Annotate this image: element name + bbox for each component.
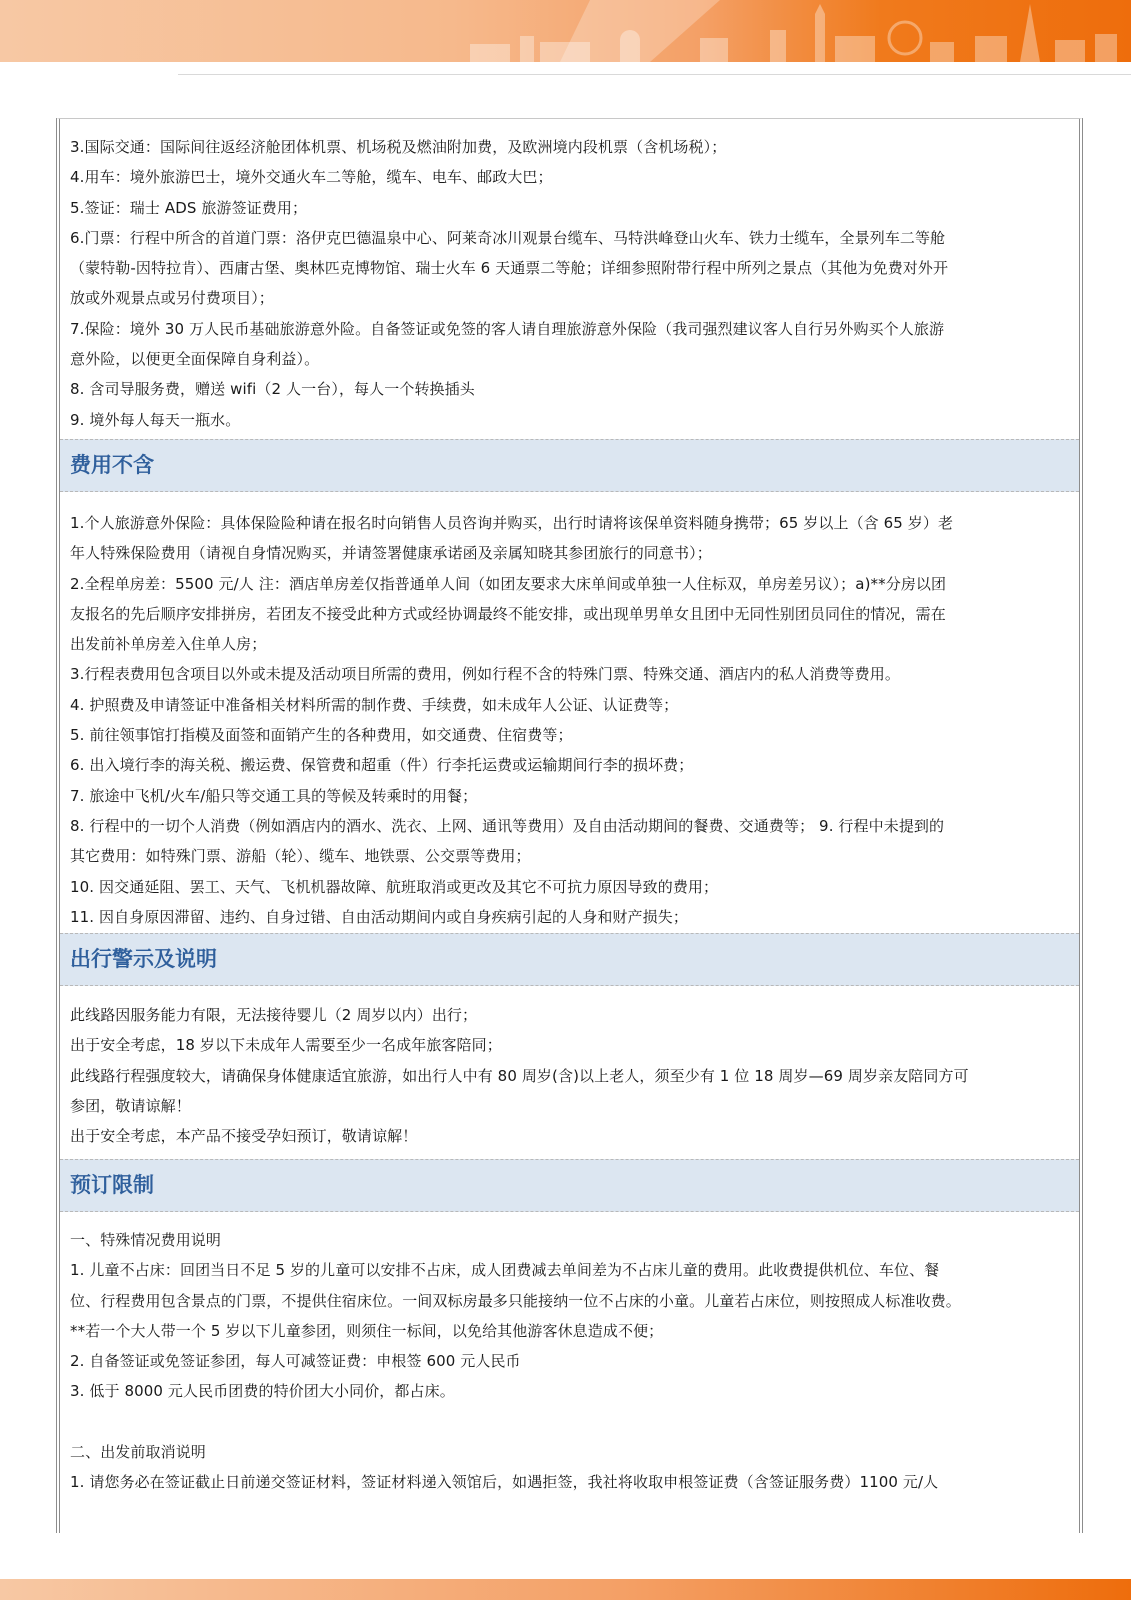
list-item: 位、行程费用包含景点的门票，不提供住宿床位。一间双标房最多只能接纳一位不占床的小童。儿童若占床位，则按照成人标准收费。 bbox=[70, 1291, 961, 1310]
list-item: 8. 行程中的一切个人消费（例如酒店内的酒水、洗衣、上网、通讯等费用）及自由活动期间的餐费、交通费等； 9. 行程中未提到的 bbox=[70, 816, 945, 835]
list-item: 6.门票：行程中所含的首道门票：洛伊克巴德温泉中心、阿莱奇冰川观景台缆车、马特洪峰登山火车、铁力士缆车，全景列车二等舱 bbox=[70, 228, 946, 247]
list-item: 2. 自备签证或免签证参团，每人可减签证费：申根签 600 元人民币 bbox=[70, 1352, 521, 1371]
section-title: 费用不含 bbox=[70, 453, 154, 477]
section-header-excluded bbox=[60, 439, 1079, 492]
header-banner bbox=[0, 0, 1131, 62]
list-item: 此线路行程强度较大，请确保身体健康适宜旅游，如出行人中有 80 周岁(含)以上老人，须至少有 1 位 18 周岁—69 周岁亲友陪同方可 bbox=[70, 1066, 969, 1085]
list-item: 5. 前往领事馆打指模及面签和面销产生的各种费用，如交通费、住宿费等； bbox=[70, 726, 573, 745]
header-divider bbox=[178, 74, 1131, 75]
list-item: 9. 境外每人每天一瓶水。 bbox=[70, 410, 241, 429]
list-item: 3.行程表费用包含项目以外或未提及活动项目所需的费用，例如行程不含的特殊门票、特殊交通、酒店内的私人消费等费用。 bbox=[70, 665, 900, 684]
included-tail-list bbox=[70, 132, 1070, 435]
list-item: 4. 护照费及申请签证中准备相关材料所需的制作费、手续费，如未成年人公证、认证费等； bbox=[70, 695, 679, 714]
list-item: 1.个人旅游意外保险：具体保险险种请在报名时向销售人员咨询并购买，出行时请将该保单资料随身携带；65 岁以上（含 65 岁）老 bbox=[70, 514, 954, 532]
list-item: 友报名的先后顺序安排拼房，若团友不接受此种方式或经协调最终不能安排，或出现单男单女且团中无同性别团员同住的情况，需在 bbox=[70, 604, 946, 623]
list-item: 出于安全考虑，18 岁以下未成年人需要至少一名成年旅客陪同； bbox=[70, 1036, 502, 1055]
list-item: 8. 含司导服务费，赠送 wifi（2 人一台），每人一个转换插头 bbox=[70, 380, 475, 399]
list-item: 放或外观景点或另付费项目）； bbox=[70, 289, 274, 308]
list-item: 4.用车：境外旅游巴士，境外交通火车二等舱，缆车、电车、邮政大巴； bbox=[70, 168, 553, 187]
list-item: 出发前补单房差入住单人房； bbox=[70, 635, 267, 654]
list-item bbox=[70, 1407, 1070, 1437]
list-item: 5.签证：瑞士 ADS 旅游签证费用； bbox=[70, 198, 308, 217]
list-item: 意外险，以便更全面保障自身利益）。 bbox=[70, 350, 320, 369]
list-item: 3. 低于 8000 元人民币团费的特价团大小同价，都占床。 bbox=[70, 1382, 455, 1401]
list-item: （蒙特勒-因特拉肯）、西庸古堡、奥林匹克博物馆、瑞士火车 6 天通票二等舱；详细参照附带行程中所列之景点（其他为免费对外开 bbox=[70, 259, 949, 278]
section-header-booking bbox=[60, 1159, 1079, 1212]
list-item: 6. 出入境行李的海关税、搬运费、保管费和超重（件）行李托运费或运输期间行李的损坏费； bbox=[70, 756, 694, 775]
list-item: 1. 请您务必在签证截止日前递交签证材料，签证材料递入领馆后，如遇拒签，我社将收取申根签证费（含签证服务费）1100 元/人 bbox=[70, 1473, 939, 1492]
list-item: 二、出发前取消说明 bbox=[70, 1443, 206, 1462]
list-item: 此线路因服务能力有限，无法接待婴儿（2 周岁以内）出行； bbox=[70, 1006, 478, 1024]
list-item: 10. 因交通延阻、罢工、天气、飞机机器故障、航班取消或更改及其它不可抗力原因导致的费用； bbox=[70, 877, 719, 896]
booking-list bbox=[70, 1225, 1070, 1498]
list-item: 7.保险：境外 30 万人民币基础旅游意外险。自备签证或免签的客人请自理旅游意外保险（我司强烈建议客人自行另外购买个人旅游 bbox=[70, 319, 945, 338]
list-item: 年人特殊保险费用（请视自身情况购买，并请签署健康承诺函及亲属知晓其参团旅行的同意书）； bbox=[70, 544, 712, 563]
list-item: 其它费用：如特殊门票、游船（轮）、缆车、地铁票、公交票等费用； bbox=[70, 847, 531, 866]
content-frame bbox=[56, 118, 1083, 1533]
section-title: 出行警示及说明 bbox=[70, 947, 217, 971]
section-title: 预订限制 bbox=[70, 1173, 154, 1197]
list-item: 参团，敬请谅解！ bbox=[70, 1096, 191, 1115]
section-header-warnings bbox=[60, 933, 1079, 986]
list-item: **若一个大人带一个 5 岁以下儿童参团，则须住一标间，以免给其他游客休息造成不便； bbox=[70, 1321, 664, 1340]
excluded-list bbox=[70, 508, 1070, 932]
list-item: 1. 儿童不占床：回团当日不足 5 岁的儿童可以安排不占床，成人团费减去单间差为不占床儿童的费用。此收费提供机位、车位、餐 bbox=[70, 1261, 940, 1280]
list-item: 出于安全考虑，本产品不接受孕妇预订，敬请谅解！ bbox=[70, 1127, 418, 1146]
list-item: 一、特殊情况费用说明 bbox=[70, 1231, 222, 1249]
list-item: 7. 旅途中飞机/火车/船只等交通工具的等候及转乘时的用餐； bbox=[70, 786, 478, 805]
list-item: 2.全程单房差：5500 元/人 注：酒店单房差仅指普通单人间（如团友要求大床单间或单独一人住标双，单房差另议）；a)**分房以团 bbox=[70, 574, 947, 593]
list-item: 11. 因自身原因滞留、违约、自身过错、自由活动期间内或自身疾病引起的人身和财产损失； bbox=[70, 907, 688, 926]
footer-banner bbox=[0, 1579, 1131, 1600]
warnings-list bbox=[70, 1000, 1070, 1151]
city-skyline-decoration bbox=[0, 0, 1131, 62]
list-item: 3.国际交通：国际间往返经济舱团体机票、机场税及燃油附加费，及欧洲境内段机票（含机场税）； bbox=[70, 138, 727, 156]
